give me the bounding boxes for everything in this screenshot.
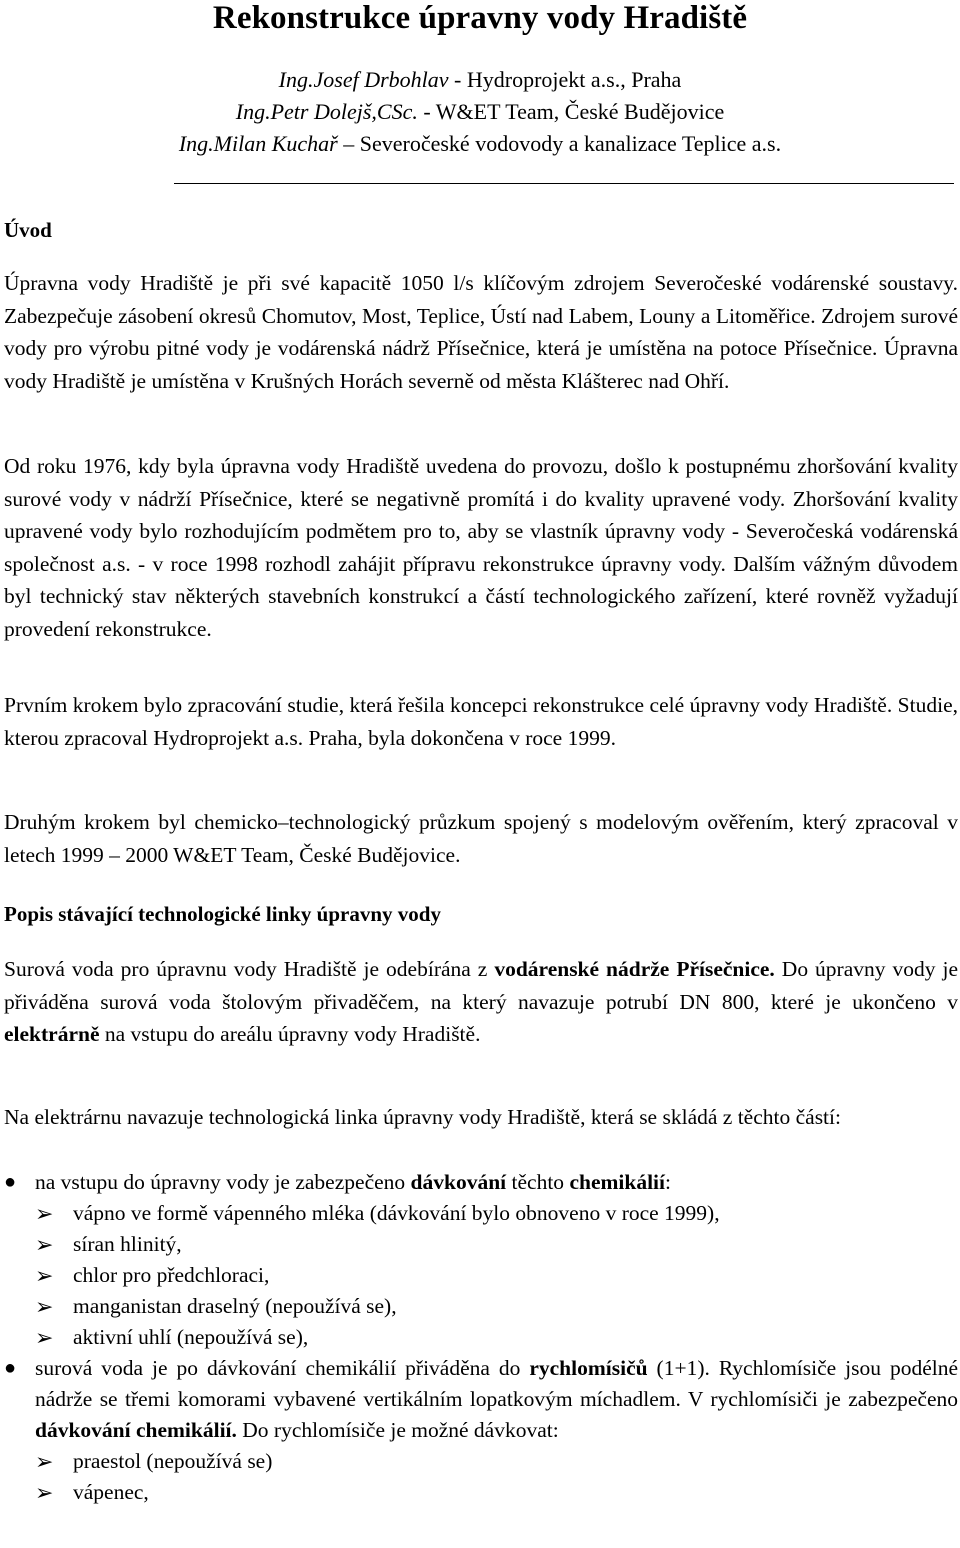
- bold-text-run: vodárenské nádrže Přísečnice.: [494, 957, 775, 981]
- sub-item-text: chlor pro předchloraci,: [73, 1263, 270, 1287]
- bullet-icon: ●: [4, 1357, 17, 1379]
- author-affiliation: - W&ET Team, České Budějovice: [417, 99, 725, 124]
- page-title: Rekonstrukce úpravny vody Hradiště: [212, 0, 748, 36]
- horizontal-rule: [174, 183, 954, 184]
- bold-text-run: dávkování chemikálií.: [35, 1418, 237, 1442]
- text-run: (1+1). Rychlomísiče jsou podélné nádrže se třemi komorami vybavené vertikálním lopatkovým míchadlem. V rychlomísiči je zabezpečeno: [35, 1356, 958, 1411]
- sub-list-item: [0, 1446, 958, 1477]
- arrow-icon: ➢: [35, 1325, 54, 1350]
- author-affiliation: – Severočeské vodovody a kanalizace Teplice a.s.: [337, 131, 782, 156]
- description-paragraph-1: [4, 953, 958, 1051]
- text-run: na vstupu do areálu úpravny vody Hradiště.: [99, 1022, 481, 1046]
- arrow-icon: ➢: [35, 1232, 54, 1257]
- section-heading-description: Popis stávající technologické linky úpravny vody: [4, 902, 441, 926]
- intro-paragraph-2: Od roku 1976, kdy byla úpravna vody Hradiště uvedena do provozu, došlo k postupnému zhoršování kvality surové vody v nádrží Přísečnice, které se negativně promítá i do kvality upravené vody. Zhoršování kvality upravené vody bylo rozhodujícím podmětem pro to, aby se vlastník úpravny vody - Severočeská vodárenská společnost a.s. - v roce 1998 rozhodl zahájit přípravu rekonstrukce úpravny vody. Dalším vážným důvodem byl technický stav některých stavebních konstrukcí a částí technologického zařízení, které rovněž vyžadují provedení rekonstrukce.: [4, 454, 958, 641]
- sub-list-item: [0, 1322, 958, 1353]
- author-name: Ing.Josef Drbohlav: [278, 67, 449, 92]
- text-run: na vstupu do úpravny vody je zabezpečeno: [35, 1170, 411, 1194]
- component-list: [0, 1167, 958, 1508]
- arrow-icon: ➢: [35, 1480, 54, 1505]
- section-heading-intro: Úvod: [4, 218, 52, 242]
- text-run: těchto: [506, 1170, 570, 1194]
- author-affiliation: - Hydroprojekt a.s., Praha: [448, 67, 682, 92]
- text-run: Do rychlomísiče je možné dávkovat:: [236, 1418, 559, 1442]
- sub-item-text: síran hlinitý,: [73, 1232, 182, 1256]
- bold-text-run: rychlomísičů: [529, 1356, 648, 1380]
- list-item: [0, 1167, 958, 1198]
- sub-list-item: [0, 1477, 958, 1508]
- sub-item-text: aktivní uhlí (nepoužívá se),: [73, 1325, 309, 1349]
- text-run: :: [665, 1170, 671, 1194]
- arrow-icon: ➢: [35, 1294, 54, 1319]
- text-run: Do úpravny vody je přiváděna surová voda štolovým přivaděčem, na který navazuje potrubí DN 800, které je ukončeno v: [4, 957, 958, 1014]
- sub-item-text: vápenec,: [73, 1480, 149, 1504]
- intro-paragraph-1: Úpravna vody Hradiště je při své kapacitě 1050 l/s klíčovým zdrojem Severočeské vodárenské soustavy. Zabezpečuje zásobení okresů Chomutov, Most, Teplice, Ústí nad Labem, Louny a Litoměřice. Zdrojem surové vody pro výrobu pitné vody je vodárenská nádrž Přísečnice, která je umístěna na potoce Přísečnice. Úpravna vody Hradiště je umístěna v Krušných Horách severně od města Klášterec nad Ohří.: [4, 271, 958, 393]
- sub-list-item: [0, 1260, 958, 1291]
- arrow-icon: ➢: [35, 1263, 54, 1288]
- arrow-icon: ➢: [35, 1201, 54, 1226]
- text-run: Surová voda pro úpravnu vody Hradiště je odebírána z: [4, 957, 495, 981]
- author-line: [0, 128, 960, 160]
- bold-text-run: chemikálií: [569, 1170, 665, 1194]
- author-line: [0, 64, 960, 96]
- intro-paragraph-4: Druhým krokem byl chemicko–technologický průzkum spojený s modelovým ověřením, který zpracoval v letech 1999 – 2000 W&ET Team, České Budějovice.: [4, 810, 958, 867]
- sub-list-item: [0, 1291, 958, 1322]
- sub-list-item: [0, 1198, 958, 1229]
- description-paragraph-2: Na elektrárnu navazuje technologická linka úpravny vody Hradiště, která se skládá z těchto částí:: [4, 1105, 841, 1129]
- sub-item-text: manganistan draselný (nepoužívá se),: [73, 1294, 397, 1318]
- author-line: [0, 96, 960, 128]
- author-name: Ing.Petr Dolejš,CSc.: [235, 99, 418, 124]
- sub-list-item: [0, 1229, 958, 1260]
- author-list: [0, 64, 960, 160]
- bold-text-run: dávkování: [410, 1170, 507, 1194]
- author-name: Ing.Milan Kuchař: [178, 131, 338, 156]
- list-item: [0, 1353, 958, 1446]
- sub-item-text: vápno ve formě vápenného mléka (dávkování bylo obnoveno v roce 1999),: [73, 1201, 720, 1225]
- intro-paragraph-3: Prvním krokem bylo zpracování studie, která řešila koncepci rekonstrukce celé úpravny vody Hradiště. Studie, kterou zpracoval Hydroprojekt a.s. Praha, byla dokončena v roce 1999.: [4, 693, 958, 750]
- sub-item-text: praestol (nepoužívá se): [73, 1449, 273, 1473]
- bold-text-run: elektrárně: [4, 1022, 100, 1046]
- arrow-icon: ➢: [35, 1449, 54, 1474]
- bullet-icon: ●: [4, 1171, 17, 1193]
- text-run: surová voda je po dávkování chemikálií přiváděna do: [35, 1356, 530, 1380]
